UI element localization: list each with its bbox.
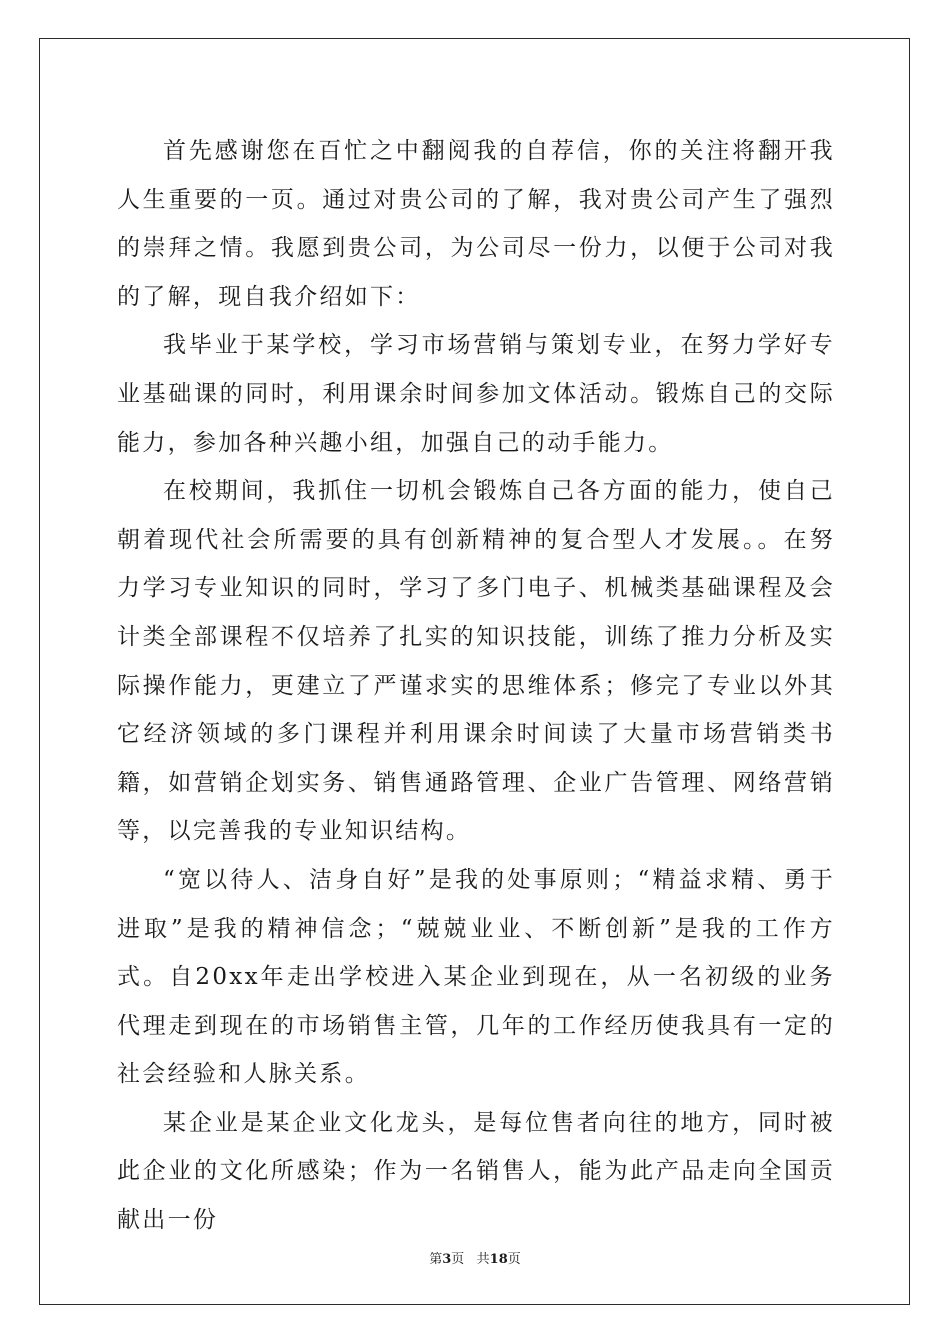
paragraph-principles: “宽以待人、洁身自好”是我的处事原则；“精益求精、勇于进取”是我的精神信念；“兢兢业业、不断创新”是我的工作方式。自20xx年走出学校进入某企业到现在，从一名初级的业务代理走到现在的市场销售主管，几年的工作经历使我具有一定的社会经验和人脉关系。 [117, 866, 835, 1088]
page-mid: 页 共 [451, 1252, 490, 1267]
document-body [117, 127, 835, 1245]
page-total-number: 18 [489, 1252, 508, 1267]
paragraph-school-period: 在校期间，我抓住一切机会锻炼自己各方面的能力，使自己朝着现代社会所需要的具有创新精神的复合型人才发展。。在努力学习专业知识的同时，学习了多门电子、机械类基础课程及会计类全部课程不仅培养了扎实的知识技能，训练了推力分析及实际操作能力，更建立了严谨求实的思维体系；修完了专业以外其它经济领域的多门课程并利用课余时间读了大量市场营销类书籍，如营销企划实务、销售通路管理、企业广告管理、网络营销等，以完善我的专业知识结构。 [117, 478, 835, 845]
paragraph-education: 我毕业于某学校，学习市场营销与策划专业，在努力学好专业基础课的同时，利用课余时间参加文体活动。锻炼自己的交际能力，参加各种兴趣小组，加强自己的动手能力。 [117, 332, 835, 456]
page-footer [0, 1248, 950, 1267]
page-prefix: 第 [429, 1252, 443, 1267]
paragraph-intro: 首先感谢您在百忙之中翻阅我的自荐信，你的关注将翻开我人生重要的一页。通过对贵公司的了解，我对贵公司产生了强烈的崇拜之情。我愿到贵公司，为公司尽一份力，以便于公司对我的了解，现自我介绍如下： [117, 138, 835, 310]
page-current-number: 3 [442, 1252, 452, 1267]
page-suffix: 页 [507, 1252, 521, 1267]
paragraph-company: 某企业是某企业文化龙头，是每位售者向往的地方，同时被此企业的文化所感染；作为一名销售人，能为此产品走向全国贡献出一份 [117, 1109, 835, 1234]
